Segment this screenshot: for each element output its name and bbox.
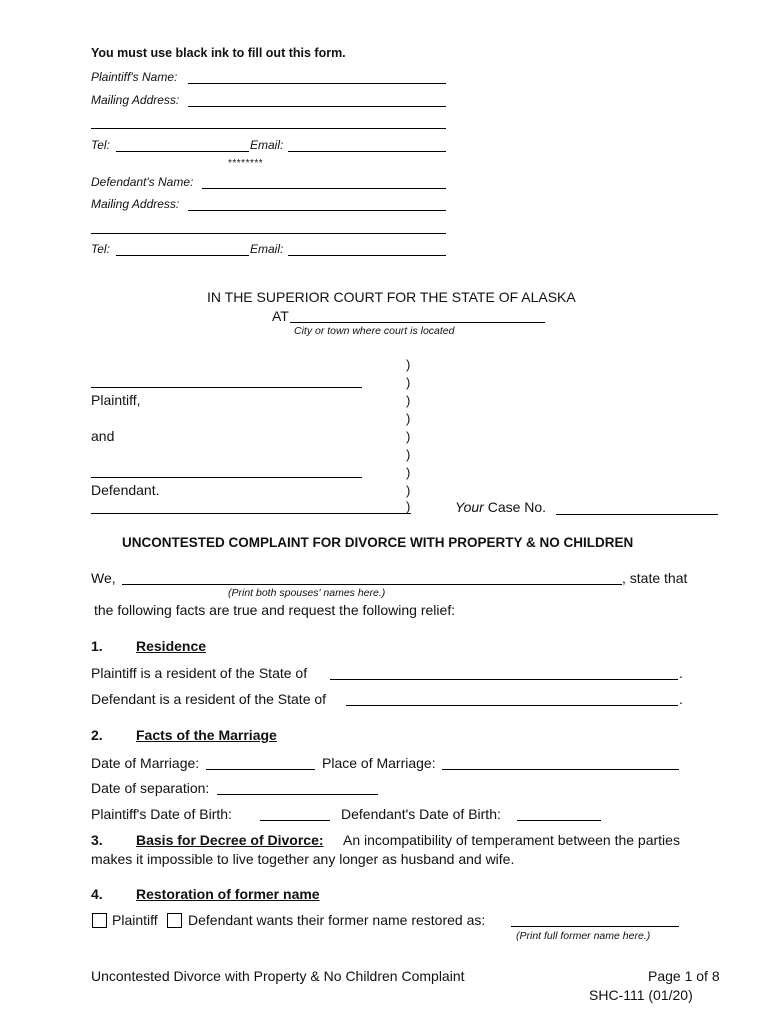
- plaintiff-email-label: Email:: [250, 138, 284, 152]
- defendant-caption-label: Defendant.: [91, 482, 160, 498]
- plaintiff-tel-field[interactable]: [116, 137, 249, 152]
- date-of-marriage-label: Date of Marriage:: [91, 755, 200, 771]
- section-3-number: 3.: [91, 832, 103, 848]
- plaintiff-email-field[interactable]: [288, 137, 446, 152]
- form-title: UNCONTESTED COMPLAINT FOR DIVORCE WITH PROPERTY & NO CHILDREN: [122, 535, 634, 550]
- caption-paren: ): [406, 393, 411, 408]
- plaintiff-name-label: Plaintiff's Name:: [91, 70, 178, 84]
- plaintiff-checkbox[interactable]: [92, 913, 107, 928]
- defendant-email-field[interactable]: [288, 241, 446, 256]
- former-name-field[interactable]: [511, 912, 679, 927]
- we-label: We,: [91, 570, 116, 586]
- section-4-number: 4.: [91, 886, 103, 902]
- defendant-option-label: Defendant wants their former name restored as:: [188, 912, 486, 928]
- caption-paren: ): [406, 465, 411, 480]
- plaintiff-dob-field[interactable]: [260, 806, 330, 821]
- defendant-name-label: Defendant's Name:: [91, 175, 194, 189]
- defendant-email-label: Email:: [250, 242, 284, 256]
- defendant-checkbox[interactable]: [167, 913, 182, 928]
- state-that-label: , state that: [622, 570, 688, 586]
- defendant-resident-state-field[interactable]: [346, 691, 678, 706]
- separator: ********: [228, 158, 264, 169]
- plaintiff-mailing-address-field-2[interactable]: [91, 114, 446, 129]
- plaintiff-mailing-address-label: Mailing Address:: [91, 93, 180, 107]
- section-3-text-line2: makes it impossible to live together any longer as husband and wife.: [91, 851, 515, 867]
- court-location-hint: City or town where court is located: [294, 325, 455, 337]
- plaintiff-caption-line: [91, 387, 362, 388]
- defendant-name-field[interactable]: [202, 174, 446, 189]
- court-location-field[interactable]: [290, 308, 545, 323]
- court-at-label: AT: [272, 308, 289, 324]
- case-number-field[interactable]: [556, 500, 718, 515]
- date-of-separation-field[interactable]: [217, 780, 378, 795]
- defendant-tel-label: Tel:: [91, 242, 110, 256]
- date-of-separation-label: Date of separation:: [91, 780, 210, 796]
- plaintiff-mailing-address-field[interactable]: [188, 92, 446, 107]
- facts-line: the following facts are true and request the following relief:: [94, 602, 456, 618]
- spouses-names-field[interactable]: [122, 570, 622, 585]
- ink-notice: You must use black ink to fill out this form.: [91, 46, 346, 60]
- case-number-text: Case No.: [483, 499, 547, 515]
- caption-paren: ): [406, 499, 411, 514]
- section-2-title: Facts of the Marriage: [136, 727, 277, 743]
- defendant-mailing-address-label: Mailing Address:: [91, 197, 180, 211]
- date-of-marriage-field[interactable]: [206, 755, 315, 770]
- defendant-resident-label: Defendant is a resident of the State of: [91, 691, 327, 707]
- defendant-caption-line: [91, 477, 362, 478]
- section-1-title: Residence: [136, 638, 207, 654]
- place-of-marriage-label: Place of Marriage:: [322, 755, 436, 771]
- plaintiff-name-field[interactable]: [188, 69, 446, 84]
- section-3-text-line1: An incompatibility of temperament between the parties: [343, 832, 680, 848]
- section-4-title: Restoration of former name: [136, 886, 320, 902]
- caption-paren: ): [406, 357, 411, 372]
- plaintiff-resident-label: Plaintiff is a resident of the State of: [91, 665, 308, 681]
- plaintiff-option-label: Plaintiff: [112, 912, 158, 928]
- period: .: [679, 665, 683, 681]
- footer-doc-title: Uncontested Divorce with Property & No Children Complaint: [91, 968, 465, 984]
- caption-paren: ): [406, 429, 411, 444]
- defendant-mailing-address-field[interactable]: [188, 196, 446, 211]
- plaintiff-caption-label: Plaintiff,: [91, 392, 141, 408]
- section-3-title: Basis for Decree of Divorce:: [136, 832, 324, 848]
- case-number-label: [455, 499, 546, 515]
- defendant-dob-label: Defendant's Date of Birth:: [341, 806, 501, 822]
- period: .: [679, 691, 683, 707]
- footer-page-number: Page 1 of 8: [648, 968, 720, 984]
- plaintiff-tel-label: Tel:: [91, 138, 110, 152]
- spouses-names-hint: (Print both spouses' names here.): [228, 587, 386, 599]
- court-title: IN THE SUPERIOR COURT FOR THE STATE OF ALASKA: [207, 289, 576, 305]
- footer-form-code: SHC-111 (01/20): [589, 987, 693, 1003]
- defendant-dob-field[interactable]: [517, 806, 601, 821]
- defendant-tel-field[interactable]: [116, 241, 249, 256]
- plaintiff-resident-state-field[interactable]: [330, 665, 678, 680]
- case-number-your: Your: [455, 499, 484, 515]
- and-label: and: [91, 428, 115, 444]
- caption-paren: ): [406, 483, 411, 498]
- former-name-hint: (Print full former name here.): [516, 930, 651, 942]
- caption-paren: ): [406, 447, 411, 462]
- section-1-number: 1.: [91, 638, 103, 654]
- caption-paren: ): [406, 411, 411, 426]
- plaintiff-dob-label: Plaintiff's Date of Birth:: [91, 806, 232, 822]
- defendant-mailing-address-field-2[interactable]: [91, 219, 446, 234]
- place-of-marriage-field[interactable]: [442, 755, 679, 770]
- section-2-number: 2.: [91, 727, 103, 743]
- caption-bottom-line: [91, 513, 411, 514]
- caption-paren: ): [406, 375, 411, 390]
